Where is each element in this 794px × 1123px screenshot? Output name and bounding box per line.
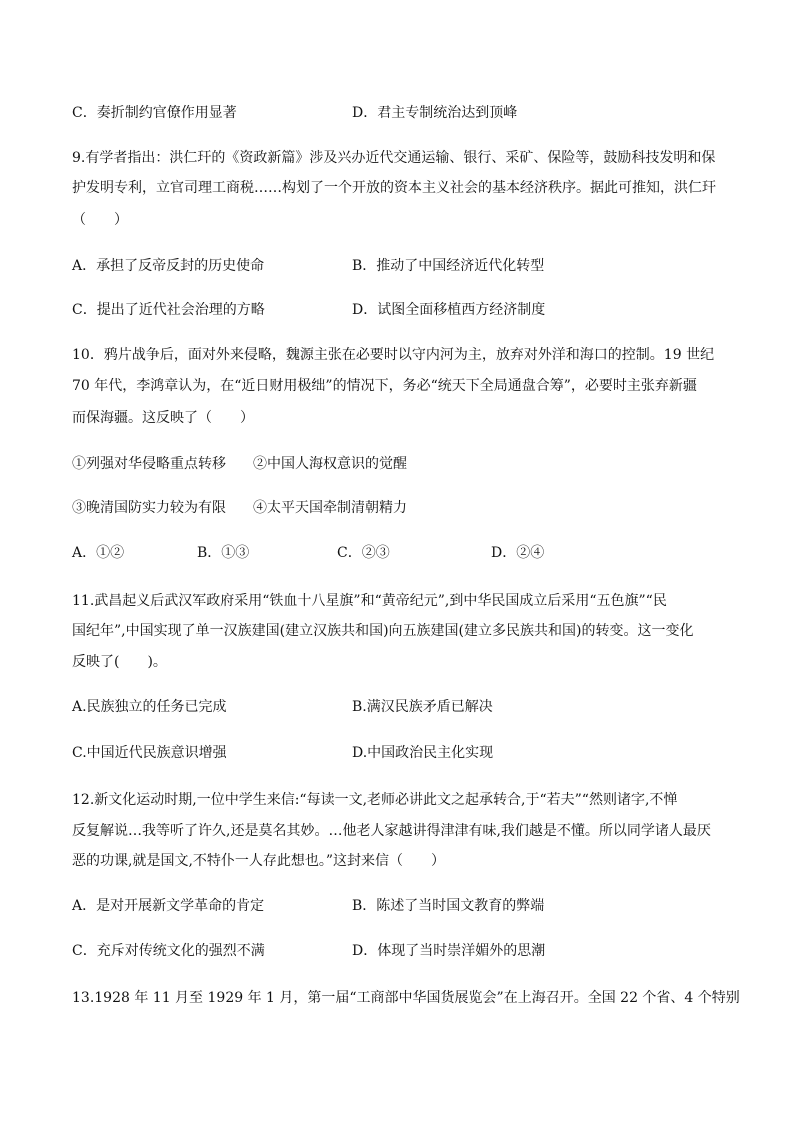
q11-stem-line-3: 反映了( )。 bbox=[72, 654, 167, 670]
q11-option-a: A.民族独立的任务已完成 bbox=[72, 699, 227, 715]
q10-statement-3: ③晚清国防实力较为有限 bbox=[72, 500, 226, 516]
q10-option-d: D．②④ bbox=[491, 545, 545, 561]
q9-option-c: C．提出了近代社会治理的方略 bbox=[72, 302, 265, 318]
q12-option-b: B．陈述了当时国文教育的弊端 bbox=[352, 898, 545, 914]
q10-stem-line-3: 而保海疆。这反映了（ ） bbox=[72, 410, 254, 426]
q10-stem-line-1: 10．鸦片战争后，面对外来侵略，魏源主张在必要时以守内河为主，放弃对外洋和海口的控制。19 世纪 bbox=[72, 347, 715, 363]
q10-option-c: C．②③ bbox=[337, 545, 390, 561]
q11-option-c: C.中国近代民族意识增强 bbox=[72, 745, 227, 761]
q10-stem-line-2: 70 年代，李鸿章认为，在“近日财用极绌”的情况下，务必“统天下全局通盘合筹”，必要时主张弃新疆 bbox=[72, 378, 697, 394]
q9-stem-line-1: 9.有学者指出：洪仁玕的《资政新篇》涉及兴办近代交通运输、银行、采矿、保险等，鼓励科技发明和保 bbox=[72, 150, 716, 166]
q12-option-d: D．体现了当时崇洋媚外的思潮 bbox=[352, 943, 546, 959]
q12-stem-line-2: 反复解说…我等听了许久,还是莫名其妙。…他老人家越讲得津津有味,我们越是不懂。所以同学诸人最厌 bbox=[72, 823, 711, 839]
q10-statement-2: ②中国人海权意识的觉醒 bbox=[253, 456, 407, 472]
q12-stem-line-3: 恶的功课,就是国文,不特仆一人存此想也。”这封来信（ ） bbox=[72, 853, 446, 869]
q9-option-b: B．推动了中国经济近代化转型 bbox=[352, 258, 545, 274]
q10-statement-1: ①列强对华侵略重点转移 bbox=[72, 456, 226, 472]
q8-option-d: D．君主专制统治达到顶峰 bbox=[352, 105, 518, 121]
q9-option-d: D．试图全面移植西方经济制度 bbox=[352, 302, 546, 318]
q11-option-b: B.满汉民族矛盾已解决 bbox=[352, 699, 493, 715]
q12-option-a: A．是对开展新文学革命的肯定 bbox=[72, 898, 265, 914]
q11-option-d: D.中国政治民主化实现 bbox=[352, 745, 494, 761]
q11-stem-line-2: 国纪年”,中国实现了单一汉族建国(建立汉族共和国)向五族建国(建立多民族共和国)的转变。这一变化 bbox=[72, 623, 694, 639]
q13-stem-line-1: 13.1928 年 11 月至 1929 年 1 月，第一届“工商部中华国货展览会”在上海召开。全国 22 个省、4 个特别 bbox=[72, 990, 740, 1006]
q9-stem-line-3: （ ） bbox=[72, 212, 128, 228]
q11-stem-line-1: 11.武昌起义后武汉军政府采用“铁血十八星旗”和“黄帝纪元”,到中华民国成立后采用“五色旗”“民 bbox=[72, 593, 667, 609]
q12-stem-line-1: 12.新文化运动时期,一位中学生来信:“每读一文,老师必讲此文之起承转合,于“若夫”“然则诸字,不惮 bbox=[72, 792, 678, 808]
q9-option-a: A．承担了反帝反封的历史使命 bbox=[72, 258, 265, 274]
q10-option-b: B．①③ bbox=[197, 545, 250, 561]
q12-option-c: C．充斥对传统文化的强烈不满 bbox=[72, 943, 265, 959]
q10-option-a: A．①② bbox=[72, 545, 125, 561]
q8-option-c: C．奏折制约官僚作用显著 bbox=[72, 105, 237, 121]
q10-statement-4: ④太平天国牵制清朝精力 bbox=[253, 500, 407, 516]
q9-stem-line-2: 护发明专利，立官司理工商税……构划了一个开放的资本主义社会的基本经济秩序。据此可推知，洪仁玕 bbox=[72, 180, 716, 196]
